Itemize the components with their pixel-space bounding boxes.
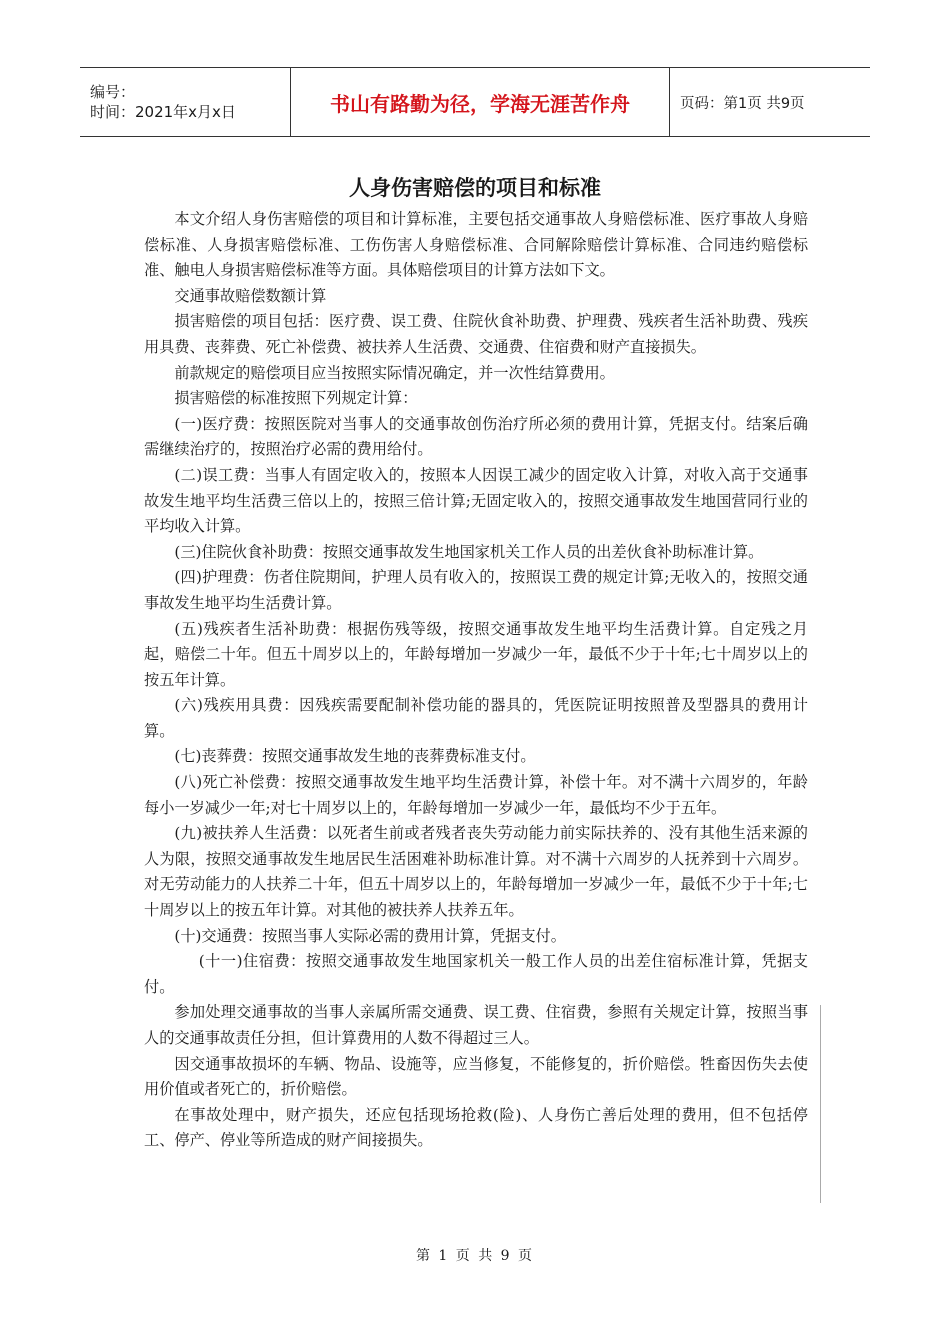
paragraph: (九)被扶养人生活费：以死者生前或者残者丧失劳动能力前实际扶养的、没有其他生活来源的人为限，按照交通事故发生地居民生活困难补助标准计算。对不满十六周岁的人抚养到十六周岁。对无劳动能力的人扶养二十年，但五十周岁以上的，年龄每增加一岁减少一年，最低不少于十年;七十周岁以上的按五年计算。对其他的被扶养人扶养五年。 [144,824,808,920]
paragraph: (十一)住宿费：按照交通事故发生地国家机关一般工作人员的出差住宿标准计算，凭据支付。 [144,952,808,996]
paragraph: (五)残疾者生活补助费：根据伤残等级，按照交通事故发生地平均生活费计算。自定残之月起，赔偿二十年。但五十周岁以上的，年龄每增加一岁减少一年，最低不少于十年;七十周岁以上的按五年计算。 [144,619,808,689]
paragraph: (四)护理费：伤者住院期间，护理人员有收入的，按照误工费的规定计算;无收入的，按照交通事故发生地平均生活费计算。 [144,568,808,612]
header-motto: 书山有路勤为径，学海无涯苦作舟 [330,91,630,116]
paragraph: (八)死亡补偿费：按照交通事故发生地平均生活费计算，补偿十年。对不满十六周岁的，年龄每小一岁减少一年;对七十周岁以上的，年龄每增加一岁减少一年，最低均不少于五年。 [144,773,808,817]
document-time-label: 时间：2021年x月x日 [90,103,236,121]
paragraph: 损害赔偿的项目包括：医疗费、误工费、住院伙食补助费、护理费、残疾者生活补助费、残疾用具费、丧葬费、死亡补偿费、被扶养人生活费、交通费、住宿费和财产直接损失。 [144,312,808,356]
header-page-cell [670,68,870,136]
paragraph: 交通事故赔偿数额计算 [174,286,327,305]
paragraph: (七)丧葬费：按照交通事故发生地的丧葬费标准支付。 [174,747,536,766]
header-page-info: 页码：第1页 共9页 [680,95,805,112]
document-body [144,207,808,1154]
header-meta [80,68,291,136]
paragraph: 损害赔偿的标准按照下列规定计算： [174,389,418,408]
paragraph: 参加处理交通事故的当事人亲属所需交通费、误工费、住宿费，参照有关规定计算，按照当事人的交通事故责任分担，但计算费用的人数不得超过三人。 [144,1003,808,1047]
document-number-label: 编号： [90,83,136,101]
header-motto-cell [291,68,670,136]
paragraph: (十)交通费：按照当事人实际必需的费用计算，凭据支付。 [174,926,566,945]
margin-rule [820,1005,821,1203]
paragraph: (三)住院伙食补助费：按照交通事故发生地国家机关工作人员的出差伙食补助标准计算。 [174,542,764,561]
paragraph: 本文介绍人身伤害赔偿的项目和计算标准，主要包括交通事故人身赔偿标准、医疗事故人身赔偿标准、人身损害赔偿标准、工伤伤害人身赔偿标准、合同解除赔偿计算标准、合同违约赔偿标准、触电人身损害赔偿标准等方面。具体赔偿项目的计算方法如下文。 [144,210,808,280]
page-header [80,67,870,137]
paragraph: (二)误工费：当事人有固定收入的，按照本人因误工减少的固定收入计算，对收入高于交通事故发生地平均生活费三倍以上的，按照三倍计算;无固定收入的，按照交通事故发生地国营同行业的平均收入计算。 [144,465,808,536]
page-footer: 第 1 页 共 9 页 [415,1248,535,1264]
paragraph: 因交通事故损坏的车辆、物品、设施等，应当修复，不能修复的，折价赔偿。牲畜因伤失去使用价值或者死亡的，折价赔偿。 [144,1054,808,1099]
document-title: 人身伤害赔偿的项目和标准 [349,176,601,200]
paragraph: (六)残疾用具费：因残疾需要配制补偿功能的器具的，凭医院证明按照普及型器具的费用计算。 [144,696,808,740]
paragraph: (一)医疗费：按照医院对当事人的交通事故创伤治疗所必须的费用计算，凭据支付。结案后确需继续治疗的，按照治疗必需的费用给付。 [144,414,808,459]
paragraph: 前款规定的赔偿项目应当按照实际情况确定，并一次性结算费用。 [174,363,615,382]
paragraph: 在事故处理中，财产损失，还应包括现场抢救(险)、人身伤亡善后处理的费用，但不包括停工、停产、停业等所造成的财产间接损失。 [144,1105,808,1150]
